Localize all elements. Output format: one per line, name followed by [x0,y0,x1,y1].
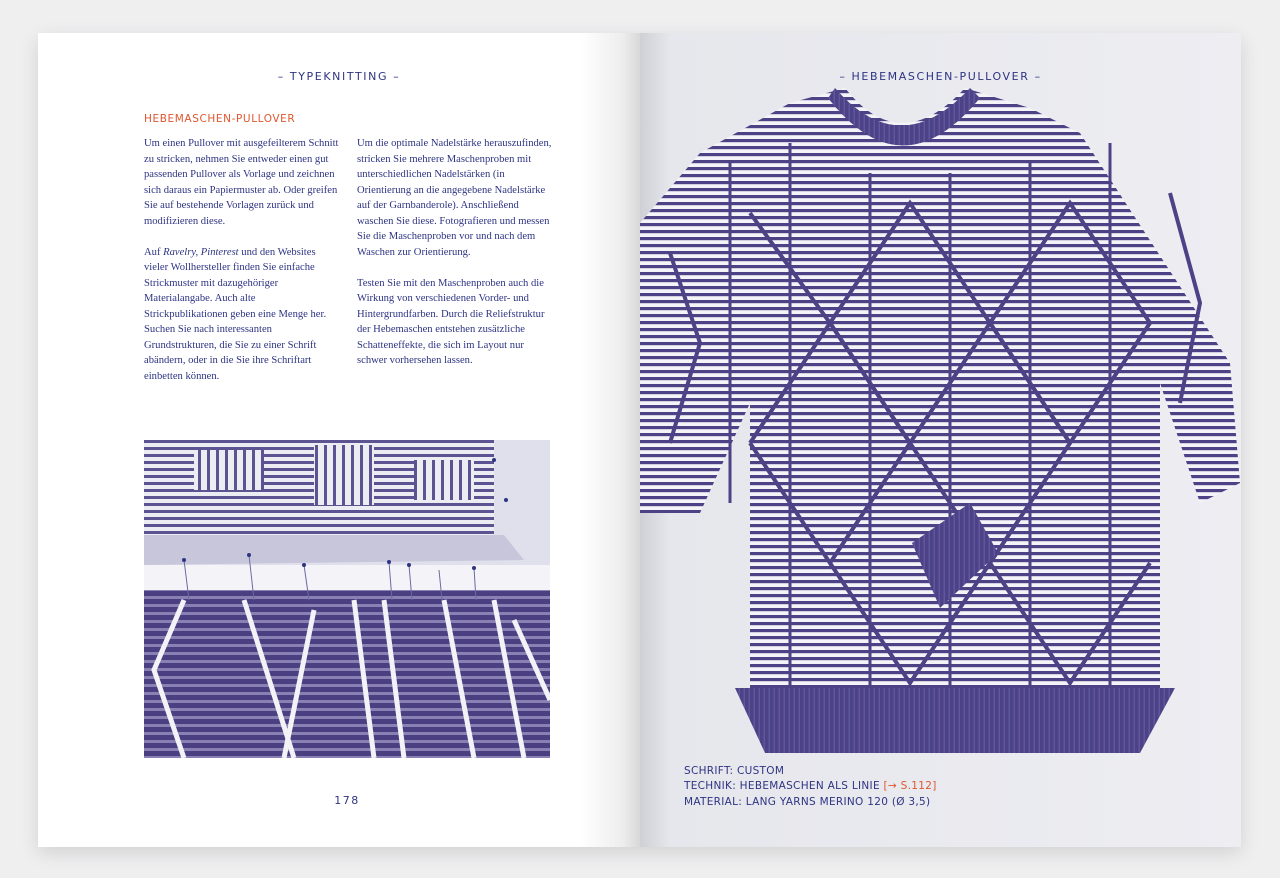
paragraph: Um einen Pullover mit ausgefeilterem Schnitt zu stricken, nehmen Sie entweder einen gut passenden Pullover als Vorlage und zeichnen sich daraus ein Papiermuster ab. Oder greifen Sie auf bestehende Vorlagen zurück und modifizieren diese. [144,138,339,227]
sweater-hem [735,688,1175,753]
caption-schrift: SCHRIFT: CUSTOM [684,765,785,777]
italic-sources: Ravelry, Pinterest [163,246,239,258]
caption-technik-line [684,779,937,794]
photo-caption [684,764,937,810]
running-head-right: – HEBEMASCHEN-PULLOVER – [839,70,1042,83]
text-run: Auf [144,246,164,258]
left-page [38,33,640,847]
text-column-1 [144,136,340,400]
running-head-left: – TYPEKNITTING – [277,70,401,83]
section-title: HEBEMASCHEN-PULLOVER [144,113,296,125]
page-reference-link[interactable]: [→ S.112] [883,780,937,793]
paragraph: Testen Sie mit den Maschenproben auch die Wirkung von verschiedenen Vorder- und Hintergrundfarben. Durch die Reliefstruktur der Hebemaschen entstehen zusätzliche Schatteneffekte, die sich im Layout nur schwer vorhersehen lassen. [357,277,545,366]
paragraph: Um die optimale Nadelstärke herauszufinden, stricken Sie mehrere Maschenproben mit unterschiedlichen Nadelstärken (in Orientierung an die angegebene Nadelstärke auf der Garnbanderole). Anschließend waschen Sie diese. Fotografieren und messen Sie die Maschenproben vor und nach dem Waschen zur Orientierung. [357,138,552,258]
paragraph [144,245,340,385]
caption-technik: TECHNIK: HEBEMASCHEN ALS LINIE [684,780,884,793]
sweater-photo [640,83,1241,758]
caption-material: MATERIAL: LANG YARNS MERINO 120 (Ø 3,5) [684,795,931,808]
right-page [640,33,1241,847]
page-number: 178 [334,794,360,807]
knitting-swatch-illustration [144,440,550,758]
text-run: und den Websites vieler Wollhersteller finden Sie einfache Strickmuster mit dazugehöriger Materialangabe. Auch alte Strickpublikationen geben eine Menge her. Suchen Sie nach interessanten Grundstrukturen, die Sie zu einer Schrift abändern, oder in die Sie ihre Schriftart einbetten können. [144,246,327,382]
book-spread [38,33,1241,847]
text-column-2 [357,136,553,384]
knitting-swatch-photo [144,440,550,758]
